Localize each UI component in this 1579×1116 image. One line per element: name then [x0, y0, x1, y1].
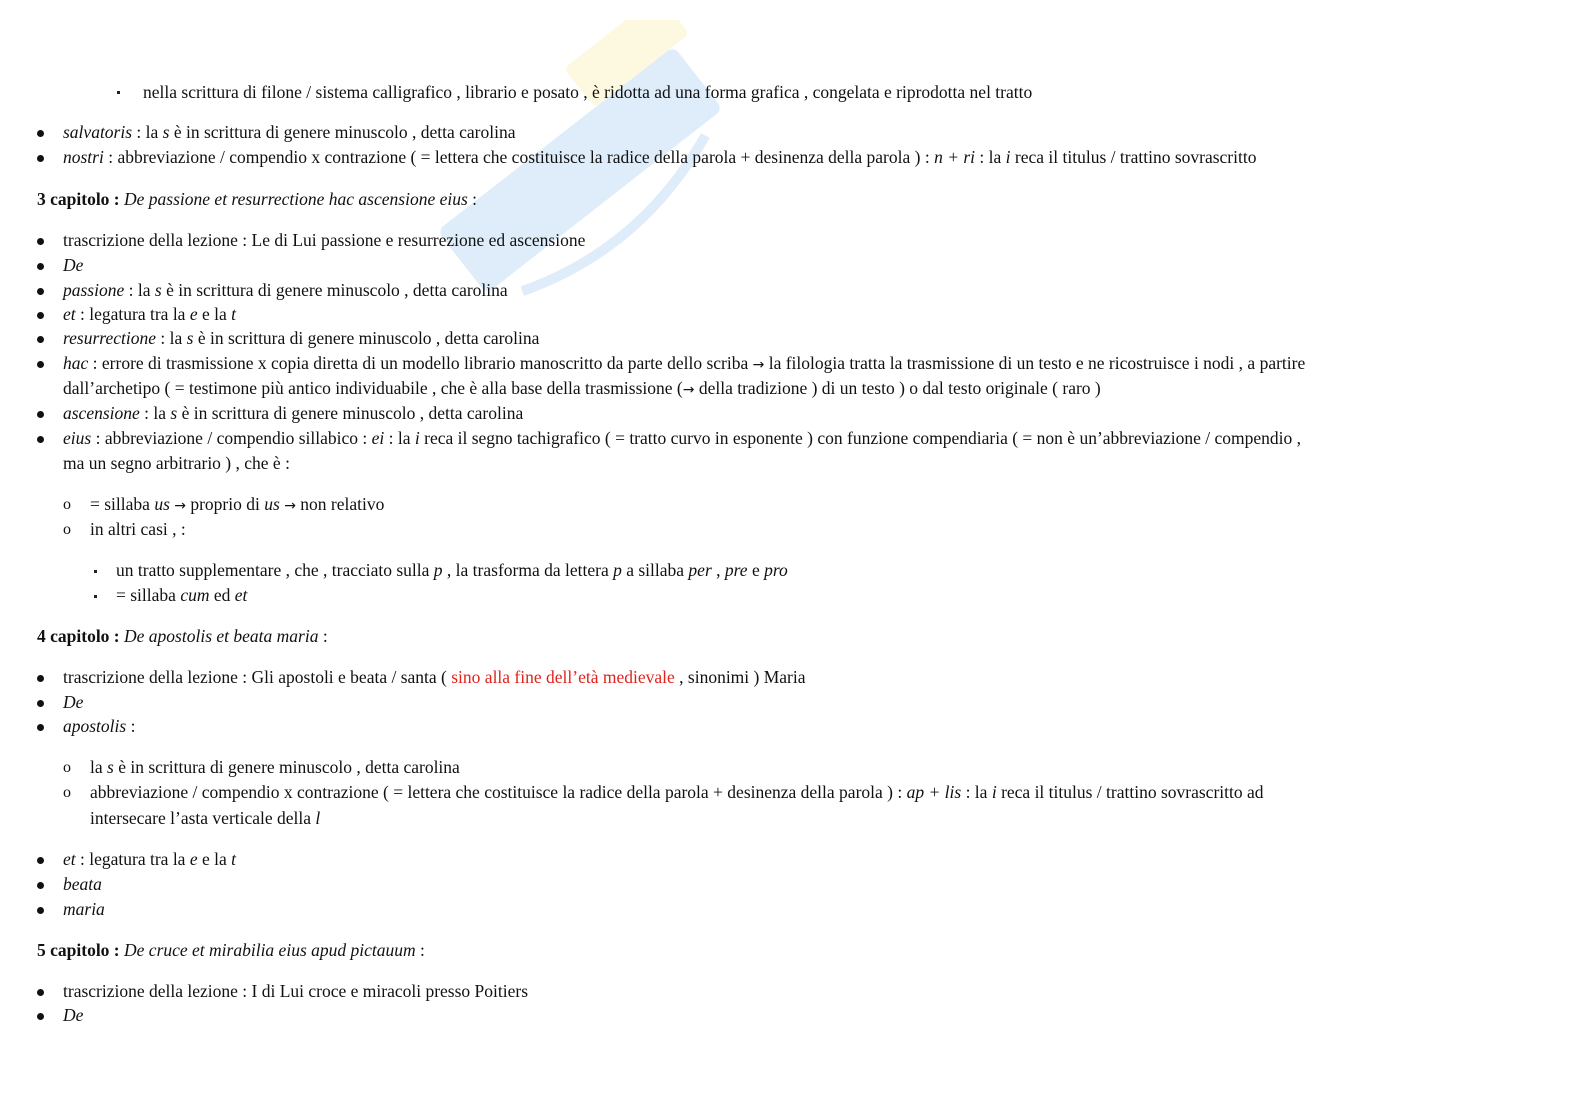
- list-item: nella scrittura di filone / sistema calligrafico , librario e posato , è ridotta ad una forma grafica , congelata e riprodotta nel tratto: [143, 82, 1033, 102]
- list-item: = sillaba cum ed et: [116, 585, 248, 605]
- arrow-right-icon: →: [682, 382, 695, 398]
- list-item-continuation: intersecare l’asta verticale della l: [90, 808, 321, 828]
- bullet-icon: [37, 278, 44, 303]
- bullet-icon: [37, 302, 44, 327]
- list-item: abbreviazione / compendio x contrazione ( = lettera che costituisce la radice della parola + desinenza della parola ) : ap + lis : la i reca il titulus / trattino sovrascritto ad: [90, 782, 1264, 802]
- bullet-icon: [37, 145, 44, 170]
- list-item: in altri casi , :: [90, 519, 186, 539]
- square-bullet-icon: [117, 79, 120, 104]
- chapter-heading: 3 capitolo : De passione et resurrectione hac ascensione eius :: [37, 189, 478, 209]
- list-item: hac : errore di trasmissione x copia diretta di un modello librario manoscritto da parte dello scriba → la filologia tratta la trasmissione di un testo e ne ricostruisce i nodi , a partire: [63, 353, 1306, 373]
- list-item: passione : la s è in scrittura di genere minuscolo , detta carolina: [63, 280, 508, 300]
- list-item: De: [63, 692, 84, 712]
- arrow-right-icon: →: [752, 357, 765, 373]
- chapter-heading: 5 capitolo : De cruce et mirabilia eius apud pictauum :: [37, 940, 425, 960]
- circle-bullet-icon: o: [63, 759, 71, 776]
- list-item: maria: [63, 899, 105, 919]
- bullet-icon: [37, 714, 44, 739]
- arrow-right-icon: →: [284, 498, 296, 514]
- bullet-icon: [37, 253, 44, 278]
- list-item: la s è in scrittura di genere minuscolo , detta carolina: [90, 757, 460, 777]
- bullet-icon: [37, 872, 44, 897]
- list-item: nostri : abbreviazione / compendio x contrazione ( = lettera che costituisce la radice della parola + desinenza della parola ) : n + ri : la i reca il titulus / trattino sovrascritto: [63, 147, 1257, 167]
- list-item: et : legatura tra la e e la t: [63, 849, 237, 869]
- list-item: beata: [63, 874, 102, 894]
- list-item: resurrectione : la s è in scrittura di genere minuscolo , detta carolina: [63, 328, 540, 348]
- list-item: un tratto supplementare , che , tracciato sulla p , la trasforma da lettera p a sillaba per , pre e pro: [116, 560, 788, 580]
- chapter-heading: 4 capitolo : De apostolis et beata maria :: [37, 626, 328, 646]
- list-item: trascrizione della lezione : Le di Lui passione e resurrezione ed ascensione: [63, 230, 586, 250]
- list-item: eius : abbreviazione / compendio sillabico : ei : la i reca il segno tachigrafico ( = tratto curvo in esponente ) con funzione compendiaria ( = non è un’abbreviazione / compendio ,: [63, 428, 1302, 448]
- circle-bullet-icon: o: [63, 784, 71, 801]
- square-bullet-icon: [94, 583, 97, 608]
- skuola-logo-watermark: [400, 20, 760, 320]
- bullet-icon: [37, 665, 44, 690]
- list-item: trascrizione della lezione : Gli apostoli e beata / santa ( sino alla fine dell’età medievale , sinonimi ) Maria: [63, 667, 806, 687]
- bullet-icon: [37, 351, 44, 376]
- list-item: De: [63, 255, 84, 275]
- bullet-icon: [37, 326, 44, 351]
- arrow-right-icon: →: [174, 498, 186, 514]
- list-item: De: [63, 1005, 84, 1025]
- bullet-icon: [37, 897, 44, 922]
- bullet-icon: [37, 847, 44, 872]
- bullet-icon: [37, 1003, 44, 1028]
- list-item: apostolis :: [63, 716, 136, 736]
- bullet-icon: [37, 690, 44, 715]
- bullet-icon: [37, 426, 44, 451]
- bullet-icon: [37, 401, 44, 426]
- list-item: salvatoris : la s è in scrittura di genere minuscolo , detta carolina: [63, 122, 516, 142]
- list-item: = sillaba us → proprio di us → non relativo: [90, 494, 385, 514]
- bullet-icon: [37, 228, 44, 253]
- bullet-icon: [37, 979, 44, 1004]
- list-item: ascensione : la s è in scrittura di genere minuscolo , detta carolina: [63, 403, 524, 423]
- bullet-icon: [37, 120, 44, 145]
- list-item: et : legatura tra la e e la t: [63, 304, 237, 324]
- circle-bullet-icon: o: [63, 521, 71, 538]
- list-item: trascrizione della lezione : I di Lui croce e miracoli presso Poitiers: [63, 981, 529, 1001]
- circle-bullet-icon: o: [63, 496, 71, 513]
- square-bullet-icon: [94, 558, 97, 583]
- list-item-continuation: ma un segno arbitrario ) , che è :: [63, 453, 290, 473]
- list-item-continuation: dall’archetipo ( = testimone più antico individuabile , che è alla base della trasmissione (→ della tradizione ) di un testo ) o dal testo originale ( raro ): [63, 378, 1101, 398]
